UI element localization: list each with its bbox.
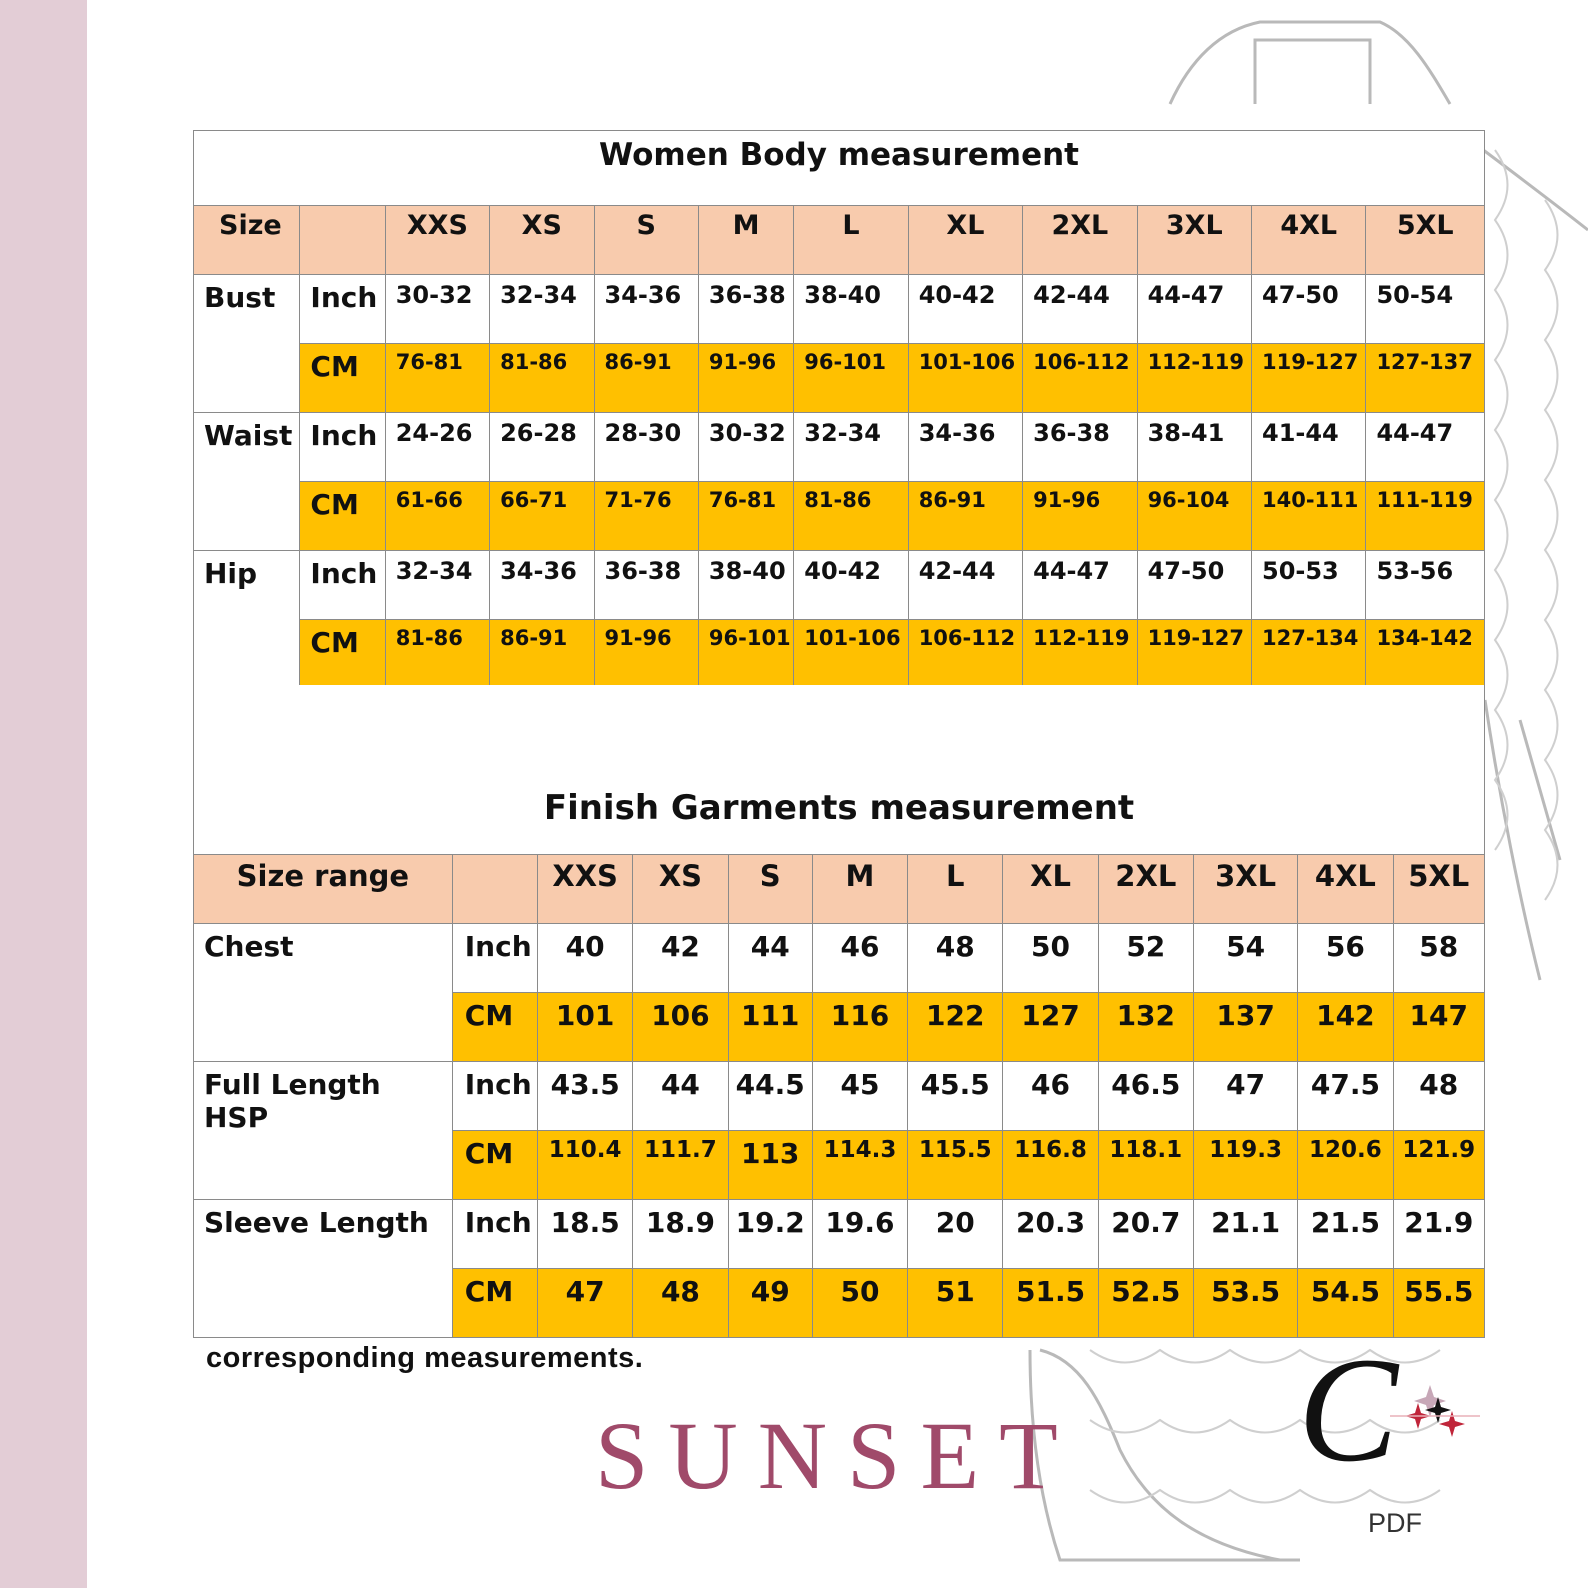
value-cell: 44 xyxy=(633,1061,728,1130)
value-cell: 47 xyxy=(538,1268,633,1337)
value-cell: 34-36 xyxy=(594,275,698,344)
value-cell: 127 xyxy=(1003,992,1098,1061)
value-cell: 76-81 xyxy=(698,482,793,551)
size-header: XS xyxy=(633,854,728,923)
value-cell: 47-50 xyxy=(1252,275,1366,344)
size-header: 3XL xyxy=(1193,854,1297,923)
value-cell: 147 xyxy=(1393,992,1484,1061)
value-cell: 137 xyxy=(1193,992,1297,1061)
unit-label: Inch xyxy=(452,1061,537,1130)
size-header: 2XL xyxy=(1023,206,1137,275)
value-cell: 115.5 xyxy=(908,1130,1003,1199)
value-cell: 76-81 xyxy=(385,344,489,413)
value-cell: 111 xyxy=(728,992,812,1061)
value-cell: 45 xyxy=(812,1061,907,1130)
value-cell: 96-101 xyxy=(698,620,793,689)
value-cell: 112-119 xyxy=(1137,344,1251,413)
measurement-row-inch xyxy=(194,275,1485,344)
finish-garments-measurement-table xyxy=(193,685,1485,1338)
value-cell: 46 xyxy=(812,923,907,992)
unit-header-blank xyxy=(300,206,385,275)
value-cell: 91-96 xyxy=(698,344,793,413)
value-cell: 32-34 xyxy=(385,551,489,620)
value-cell: 45.5 xyxy=(908,1061,1003,1130)
unit-label: Inch xyxy=(452,923,537,992)
value-cell: 18.5 xyxy=(538,1199,633,1268)
value-cell: 38-41 xyxy=(1137,413,1251,482)
value-cell: 91-96 xyxy=(1023,482,1137,551)
value-cell: 118.1 xyxy=(1098,1130,1193,1199)
value-cell: 50-53 xyxy=(1252,551,1366,620)
value-cell: 66-71 xyxy=(490,482,594,551)
measurement-row-inch xyxy=(194,923,1485,992)
unit-label: CM xyxy=(300,482,385,551)
size-header-row xyxy=(194,206,1485,275)
measurement-label: Chest xyxy=(194,923,453,1061)
value-cell: 121.9 xyxy=(1393,1130,1484,1199)
measurement-row-inch xyxy=(194,1061,1485,1130)
value-cell: 50 xyxy=(1003,923,1098,992)
value-cell: 110.4 xyxy=(538,1130,633,1199)
value-cell: 49 xyxy=(728,1268,812,1337)
value-cell: 47 xyxy=(1193,1061,1297,1130)
value-cell: 19.2 xyxy=(728,1199,812,1268)
logo-pdf-label: PDF xyxy=(1368,1508,1422,1538)
value-cell: 20.3 xyxy=(1003,1199,1098,1268)
value-cell: 122 xyxy=(908,992,1003,1061)
value-cell: 38-40 xyxy=(698,551,793,620)
value-cell: 48 xyxy=(1393,1061,1484,1130)
measurement-label: Bust xyxy=(194,275,300,413)
logo-monogram: C xyxy=(1298,1327,1399,1493)
size-header: S xyxy=(594,206,698,275)
value-cell: 50 xyxy=(812,1268,907,1337)
value-cell: 106 xyxy=(633,992,728,1061)
value-cell: 53.5 xyxy=(1193,1268,1297,1337)
value-cell: 91-96 xyxy=(594,620,698,689)
value-cell: 51.5 xyxy=(1003,1268,1098,1337)
size-header-row xyxy=(194,854,1485,923)
size-header: 2XL xyxy=(1098,854,1193,923)
value-cell: 34-36 xyxy=(908,413,1022,482)
value-cell: 38-40 xyxy=(794,275,908,344)
value-cell: 44 xyxy=(728,923,812,992)
value-cell: 54.5 xyxy=(1298,1268,1393,1337)
size-header: M xyxy=(698,206,793,275)
measurement-label: Full Length HSP xyxy=(194,1061,453,1199)
value-cell: 52.5 xyxy=(1098,1268,1193,1337)
unit-label: CM xyxy=(452,1268,537,1337)
size-header: XXS xyxy=(385,206,489,275)
value-cell: 81-86 xyxy=(490,344,594,413)
size-header: L xyxy=(794,206,908,275)
value-cell: 56 xyxy=(1298,923,1393,992)
value-cell: 114.3 xyxy=(812,1130,907,1199)
brand-wordmark: SUNSET xyxy=(595,1402,1078,1509)
value-cell: 41-44 xyxy=(1252,413,1366,482)
value-cell: 101-106 xyxy=(908,344,1022,413)
sparkle-stars-icon xyxy=(1290,1325,1490,1525)
size-header: 4XL xyxy=(1252,206,1366,275)
unit-label: CM xyxy=(452,1130,537,1199)
value-cell: 55.5 xyxy=(1393,1268,1484,1337)
value-cell: 42 xyxy=(633,923,728,992)
value-cell: 36-38 xyxy=(1023,413,1137,482)
value-cell: 21.9 xyxy=(1393,1199,1484,1268)
size-header-label: Size xyxy=(194,206,300,275)
value-cell: 96-104 xyxy=(1137,482,1251,551)
value-cell: 81-86 xyxy=(794,482,908,551)
unit-label: CM xyxy=(300,344,385,413)
size-header: L xyxy=(908,854,1003,923)
size-header: XXS xyxy=(538,854,633,923)
value-cell: 46 xyxy=(1003,1061,1098,1130)
measurement-label: Sleeve Length xyxy=(194,1199,453,1337)
unit-label: CM xyxy=(452,992,537,1061)
value-cell: 50-54 xyxy=(1366,275,1485,344)
value-cell: 40 xyxy=(538,923,633,992)
value-cell: 81-86 xyxy=(385,620,489,689)
size-header-label: Size range xyxy=(194,854,453,923)
value-cell: 21.1 xyxy=(1193,1199,1297,1268)
size-header: XS xyxy=(490,206,594,275)
value-cell: 36-38 xyxy=(594,551,698,620)
size-header: M xyxy=(812,854,907,923)
unit-label: Inch xyxy=(452,1199,537,1268)
value-cell: 36-38 xyxy=(698,275,793,344)
value-cell: 44-47 xyxy=(1366,413,1485,482)
unit-label: Inch xyxy=(300,551,385,620)
footnote-text: corresponding measurements. xyxy=(206,1342,644,1374)
value-cell: 44.5 xyxy=(728,1061,812,1130)
value-cell: 42-44 xyxy=(1023,275,1137,344)
value-cell: 111.7 xyxy=(633,1130,728,1199)
measurement-row-cm xyxy=(194,344,1485,413)
value-cell: 18.9 xyxy=(633,1199,728,1268)
measurement-row-cm xyxy=(194,482,1485,551)
value-cell: 132 xyxy=(1098,992,1193,1061)
size-header: XL xyxy=(908,206,1022,275)
value-cell: 58 xyxy=(1393,923,1484,992)
value-cell: 42-44 xyxy=(908,551,1022,620)
value-cell: 30-32 xyxy=(385,275,489,344)
unit-label: Inch xyxy=(300,413,385,482)
value-cell: 86-91 xyxy=(594,344,698,413)
value-cell: 101 xyxy=(538,992,633,1061)
value-cell: 34-36 xyxy=(490,551,594,620)
unit-label: Inch xyxy=(300,275,385,344)
value-cell: 61-66 xyxy=(385,482,489,551)
value-cell: 26-28 xyxy=(490,413,594,482)
value-cell: 52 xyxy=(1098,923,1193,992)
value-cell: 127-134 xyxy=(1252,620,1366,689)
value-cell: 101-106 xyxy=(794,620,908,689)
value-cell: 106-112 xyxy=(1023,344,1137,413)
value-cell: 32-34 xyxy=(490,275,594,344)
value-cell: 44-47 xyxy=(1137,275,1251,344)
value-cell: 20.7 xyxy=(1098,1199,1193,1268)
value-cell: 120.6 xyxy=(1298,1130,1393,1199)
value-cell: 134-142 xyxy=(1366,620,1485,689)
value-cell: 19.6 xyxy=(812,1199,907,1268)
measurement-row-inch xyxy=(194,1199,1485,1268)
value-cell: 119-127 xyxy=(1252,344,1366,413)
measurement-label: Hip xyxy=(194,551,300,689)
value-cell: 43.5 xyxy=(538,1061,633,1130)
value-cell: 54 xyxy=(1193,923,1297,992)
value-cell: 119-127 xyxy=(1137,620,1251,689)
value-cell: 28-30 xyxy=(594,413,698,482)
value-cell: 20 xyxy=(908,1199,1003,1268)
value-cell: 96-101 xyxy=(794,344,908,413)
measurement-row-inch xyxy=(194,413,1485,482)
size-header: XL xyxy=(1003,854,1098,923)
value-cell: 30-32 xyxy=(698,413,793,482)
value-cell: 21.5 xyxy=(1298,1199,1393,1268)
value-cell: 51 xyxy=(908,1268,1003,1337)
measurement-row-cm xyxy=(194,620,1485,689)
value-cell: 86-91 xyxy=(490,620,594,689)
measurement-row-inch xyxy=(194,551,1485,620)
value-cell: 86-91 xyxy=(908,482,1022,551)
value-cell: 112-119 xyxy=(1023,620,1137,689)
value-cell: 140-111 xyxy=(1252,482,1366,551)
value-cell: 142 xyxy=(1298,992,1393,1061)
value-cell: 119.3 xyxy=(1193,1130,1297,1199)
size-header: S xyxy=(728,854,812,923)
women-body-measurement-table xyxy=(193,130,1485,689)
measurement-label: Waist xyxy=(194,413,300,551)
value-cell: 116.8 xyxy=(1003,1130,1098,1199)
value-cell: 113 xyxy=(728,1130,812,1199)
table-title: Finish Garments measurement xyxy=(194,685,1485,854)
value-cell: 40-42 xyxy=(794,551,908,620)
value-cell: 106-112 xyxy=(908,620,1022,689)
value-cell: 116 xyxy=(812,992,907,1061)
value-cell: 48 xyxy=(633,1268,728,1337)
unit-label: CM xyxy=(300,620,385,689)
value-cell: 44-47 xyxy=(1023,551,1137,620)
value-cell: 53-56 xyxy=(1366,551,1485,620)
value-cell: 48 xyxy=(908,923,1003,992)
value-cell: 46.5 xyxy=(1098,1061,1193,1130)
value-cell: 40-42 xyxy=(908,275,1022,344)
size-header: 3XL xyxy=(1137,206,1251,275)
value-cell: 47.5 xyxy=(1298,1061,1393,1130)
value-cell: 71-76 xyxy=(594,482,698,551)
value-cell: 47-50 xyxy=(1137,551,1251,620)
value-cell: 111-119 xyxy=(1366,482,1485,551)
size-header: 5XL xyxy=(1393,854,1484,923)
unit-header-blank xyxy=(452,854,537,923)
value-cell: 127-137 xyxy=(1366,344,1485,413)
size-header: 4XL xyxy=(1298,854,1393,923)
table-title: Women Body measurement xyxy=(194,131,1485,206)
size-header: 5XL xyxy=(1366,206,1485,275)
value-cell: 32-34 xyxy=(794,413,908,482)
value-cell: 24-26 xyxy=(385,413,489,482)
